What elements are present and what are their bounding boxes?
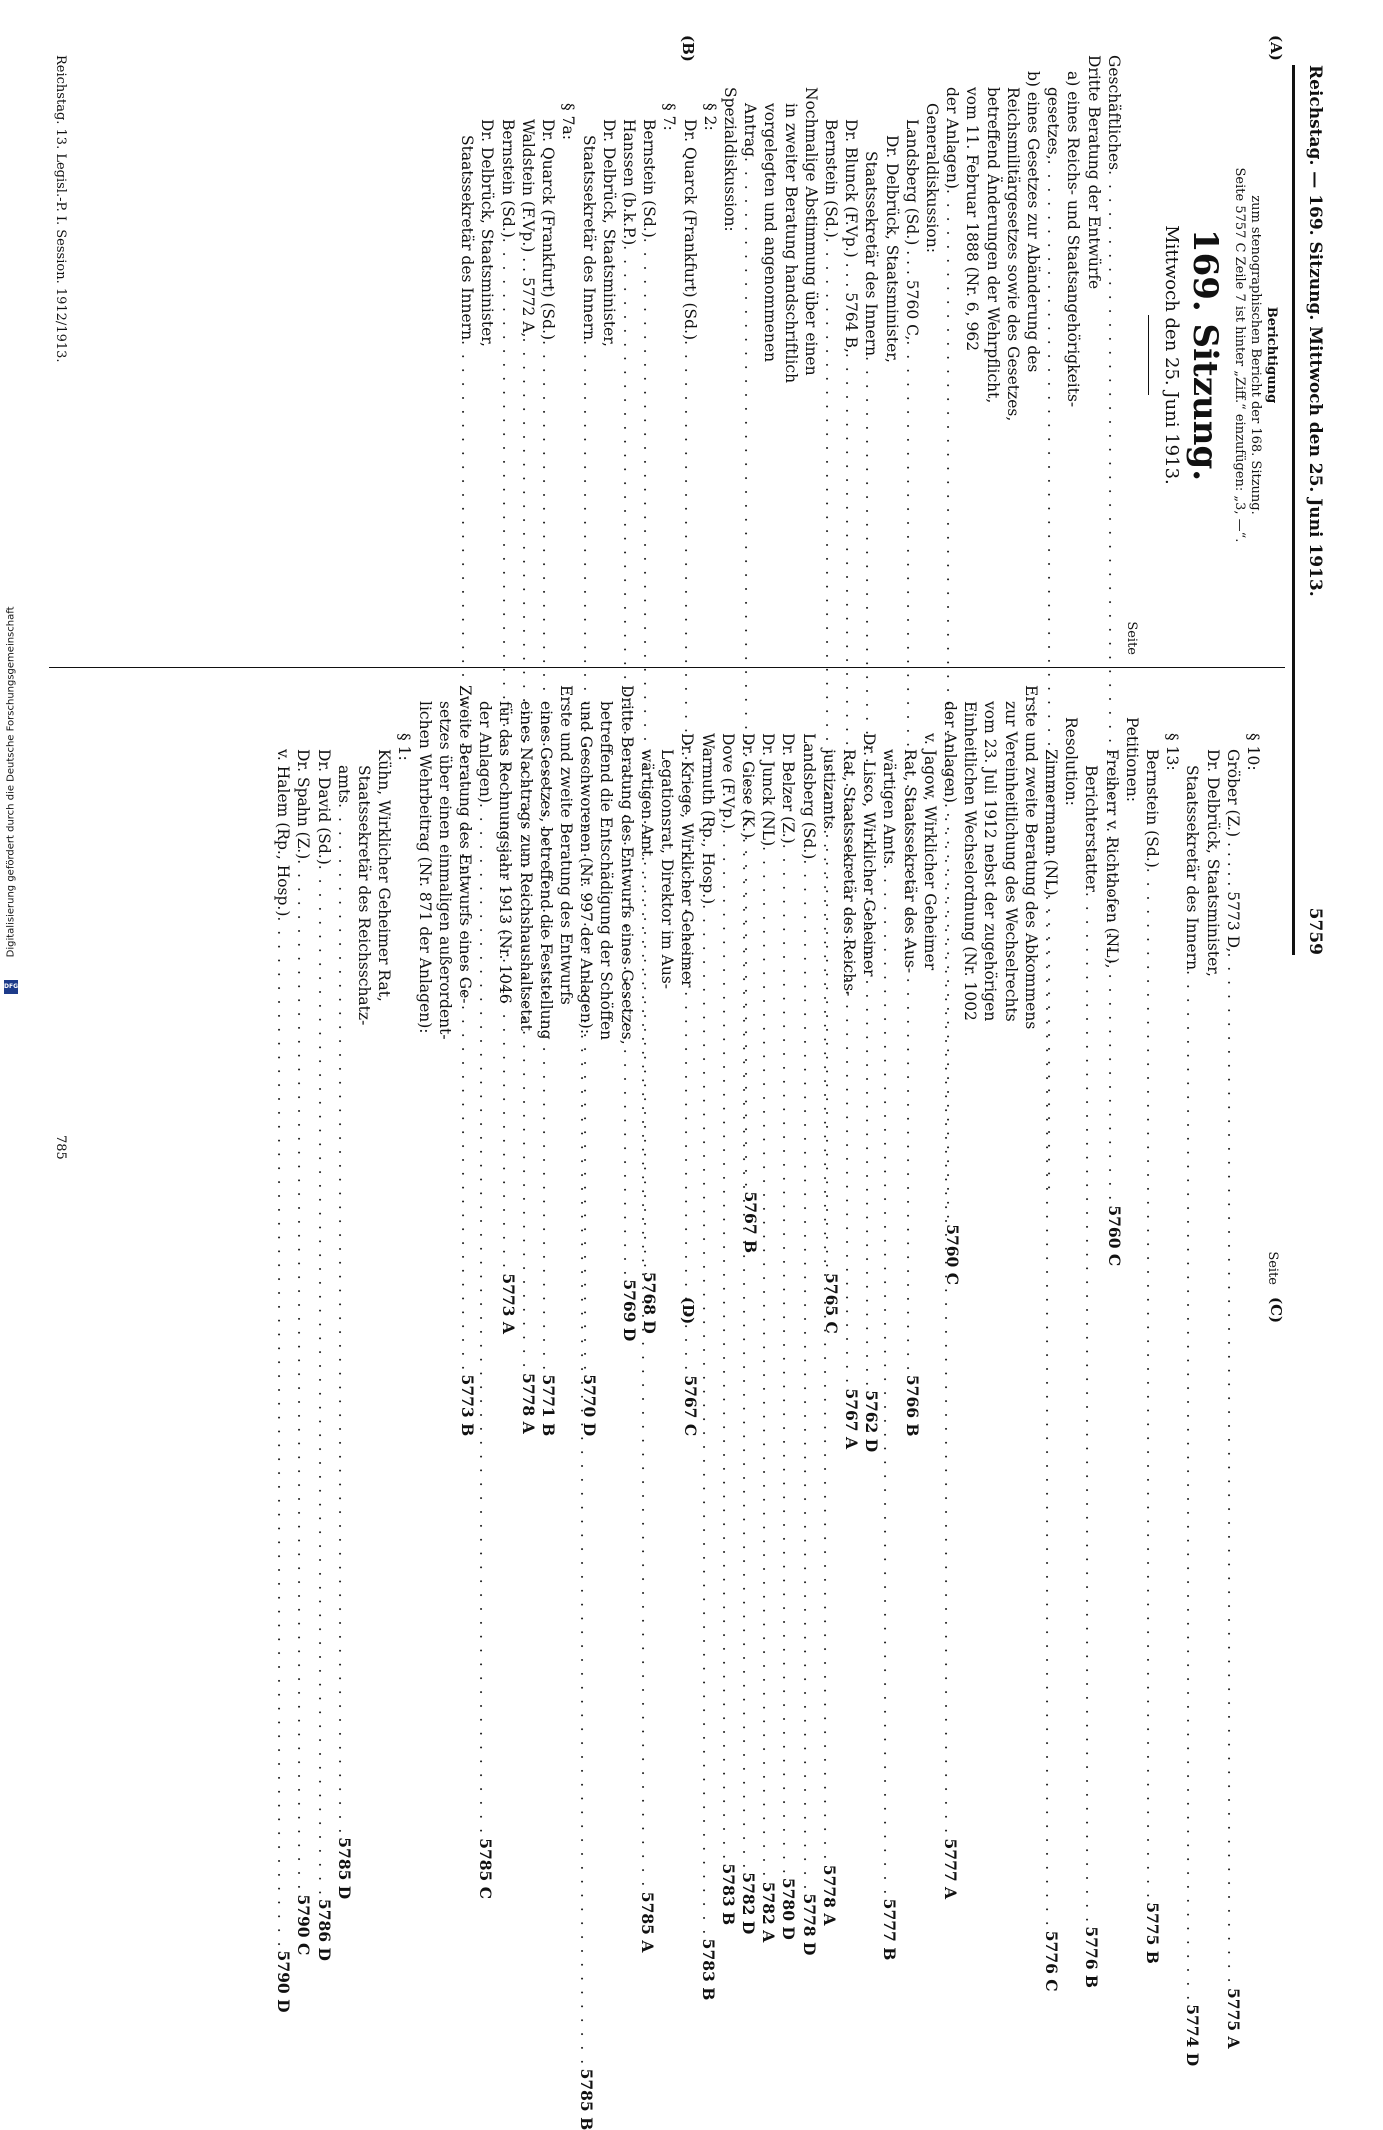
toc-page-ref: 5771 B <box>538 1374 558 1437</box>
toc-entry-text: und Geschworenen (Nr. 997 der Anlagen): <box>576 701 595 1035</box>
toc-entry <box>1042 55 1062 655</box>
toc-page-ref: 5768 D <box>639 1271 659 1334</box>
toc-text-line: a) eines Reichs- und Staatsangehörigkeits- <box>1063 71 1082 408</box>
toc-page-ref: 5782 A <box>758 1881 778 1943</box>
toc-page-ref: 5760 C <box>942 1224 962 1286</box>
toc-page-ref: 5785 D <box>334 1837 354 1900</box>
toc-entry-text: v. Halem (Rp., Hosp.) <box>273 749 292 917</box>
leader-dots <box>1182 970 1202 2002</box>
toc-text-line: Dr. Delbrück, Staatsminister, <box>599 119 618 347</box>
toc-text-line: § 10: <box>1243 733 1262 771</box>
toc-text-line: Dr. Delbrück, Staatsminister, <box>478 119 496 347</box>
toc-entry-text: wärtigen Amt <box>637 749 656 857</box>
leader-dots <box>1222 952 1242 1984</box>
footer-legislature: Reichstag. 13. Legisl.-P. I. Session. 1912/1913. <box>52 55 68 363</box>
toc-text-line: zur Vereinheitlichung des Wechselrechts <box>1001 701 1020 1022</box>
toc-entry <box>1182 685 1202 2067</box>
toc-entry-text: Berichterstatter <box>1081 765 1100 892</box>
toc-page-ref: 5766 B <box>902 1374 922 1437</box>
toc-entry <box>697 685 718 2001</box>
leader-dots <box>273 916 293 1948</box>
toc-text-line: Legationsrat, Direktor im Aus- <box>657 749 676 990</box>
toc-page-ref: 5777 A <box>940 1838 960 1900</box>
toc-text-line: vom 23. Juli 1912 nebst der zugehörigen <box>980 701 999 1022</box>
toc-entry <box>737 685 760 1935</box>
toc-text-line: Dritte Beratung der Entwürfe <box>1084 55 1103 290</box>
toc-text-line: b) eines Gesetzes zur Abänderung des <box>1023 71 1042 373</box>
toc-entry-text: Staatssekretär des Innern <box>457 135 476 341</box>
session-date: Mittwoch den 25. Juni 1913. <box>1160 225 1182 485</box>
footer-sheet-number: 785 <box>52 1135 68 1160</box>
toc-page-ref: 5783 B <box>698 1938 718 2001</box>
toc-entry-text: Dr. David (Sd.) <box>314 749 333 865</box>
toc-page-ref: 5778 A <box>819 1864 839 1926</box>
toc-entry-text: Staatssekretär des Innern <box>579 135 598 341</box>
toc-entry-text: Dr. Junck (NL) <box>758 733 777 847</box>
toc-text-line: Zweite Beratung des Entwurfs eines Ge- <box>455 685 474 1004</box>
toc-entry-text: Landsberg (Sd.) <box>799 733 818 860</box>
toc-text-line: § 7: <box>659 103 678 131</box>
leader-dots <box>879 864 899 1896</box>
seite-label: Seite <box>1123 621 1139 655</box>
toc-entry-text: Dr. Spahn (Z.) <box>293 749 312 860</box>
digitization-strip <box>4 606 18 996</box>
toc-text-line: § 13: <box>1162 733 1181 771</box>
dfg-logo: DFG <box>4 980 18 994</box>
toc-entry-text: Zimmermann (NL) <box>1041 749 1060 896</box>
toc-text-line: betreffend die Entschädigung der Schöffen <box>597 701 615 1041</box>
toc-text-line: Petitionen: <box>1122 717 1141 802</box>
leader-dots <box>717 829 737 1861</box>
toc-text-line: für das Rechnungsjahr 1913 (Nr. 1046 <box>495 701 514 1004</box>
toc-text-line: eines Nachtrags zum Reichshaushaltsetat <box>516 701 535 1031</box>
margin-mark-c: (C) <box>1266 1297 1285 1324</box>
toc-page-ref: 5770 D <box>579 1374 599 1437</box>
toc-page-ref: 5785 B <box>576 2068 596 2130</box>
toc-entry-text: amts <box>334 765 353 804</box>
running-header <box>1293 65 1333 955</box>
toc-page-ref: 5786 D <box>314 1898 334 1961</box>
toc-page-ref: 5767 B <box>740 1191 760 1254</box>
toc-page-ref: 5767 A <box>841 1388 861 1450</box>
toc-text-line: Einheitlichen Wechselordnung (Nr. 1002 <box>960 701 979 1021</box>
toc-text-line: v. Jagow, Wirklicher Geheimer <box>920 733 939 971</box>
header-title: Reichstag. — 169. Sitzung. Mittwoch den 25. Juni 1913. <box>1304 65 1325 597</box>
leader-dots <box>293 859 313 1891</box>
leader-dots <box>939 803 962 1835</box>
toc-entry <box>293 685 313 1956</box>
toc-text-line: eines Gesetzes, betreffend die Feststellung <box>536 701 555 1040</box>
toc-entry <box>717 685 738 1926</box>
toc-text-line: Dritte Beratung des Entwurfs eines Gesetzes, <box>617 685 636 1045</box>
toc-entry-text: Staatssekretär des Innern <box>861 151 880 357</box>
leader-dots <box>818 829 841 1861</box>
toc-text-line: Rat, Staatssekretär des Reichs- <box>839 749 858 997</box>
toc-page-ref: 5785 A <box>637 1891 657 1953</box>
toc-text-line: Rat, Staatssekretär des Aus- <box>900 749 919 974</box>
toc-text-line: vorgelegten und angenommenen <box>760 103 779 363</box>
toc-page-ref: 5785 C <box>475 1838 495 1900</box>
toc-text-line: § 7a: <box>558 103 577 141</box>
toc-entry-text: Landsberg (Sd.) . . . 5760 C, <box>902 119 921 341</box>
toc-text-line: Dr. Kriege, Wirklicher Geheimer <box>677 733 696 988</box>
toc-page-ref: 5782 D <box>738 1872 758 1935</box>
toc-text-line: Resolution: <box>1061 717 1080 806</box>
toc-entry-text: Dove (F.Vp.) <box>718 733 737 830</box>
toc-entry-text: Bernstein (Sd.) <box>498 119 517 238</box>
toc-entry-text: Dr. Quarck (Frankfurt) (Sd.) <box>680 119 699 341</box>
berichtigung-title: Berichtigung <box>1263 306 1279 404</box>
toc-entry <box>1141 685 1162 1964</box>
toc-entry-text: Dr. Giese (K.) <box>738 733 757 839</box>
toc-text-line: betreffend Änderungen der Wehrpflicht, <box>983 87 1002 404</box>
toc-text-line: Freiherr v. Richthofen (NL), <box>1102 749 1121 969</box>
toc-entry-text: justizamts <box>819 749 838 830</box>
toc-entry <box>1222 685 1243 2049</box>
header-rule <box>1292 65 1295 955</box>
toc-text-line: vom 11. Februar 1888 (Nr. 6, 962 <box>962 87 981 352</box>
title-rule <box>1147 315 1148 395</box>
session-title: 169. Sitzung. <box>1184 228 1225 482</box>
toc-entry-text: Staatssekretär des Innern <box>1182 765 1201 971</box>
toc-page-ref: 5790 D <box>273 1950 293 2013</box>
toc-page-ref: 5776 C <box>1041 1930 1061 1992</box>
toc-page-ref: 5780 D <box>778 1877 798 1940</box>
margin-mark-b: (B) <box>678 35 697 62</box>
toc-page-ref: 5790 C <box>293 1894 313 1956</box>
toc-entry-text: Bernstein (Sd.) <box>1142 749 1161 868</box>
toc-entry <box>313 685 334 1961</box>
toc-entry-text: Dr. Quarck (Frankfurt) (Sd.) <box>538 119 557 341</box>
toc-entry <box>1040 685 1061 1992</box>
toc-text-line: Dr. Lisco, Wirklicher Geheimer <box>859 733 878 977</box>
toc-page-ref: 5777 B <box>879 1898 899 1961</box>
toc-text-line: Reichsmilitärgesetzes sowie des Gesetzes, <box>1003 87 1022 422</box>
toc-entry-text: Bernstein (Sd.) <box>821 119 840 238</box>
toc-page-ref: 5774 D <box>1182 2004 1202 2067</box>
seite-label-right: Seite <box>1264 1251 1280 1285</box>
column-rule <box>49 667 1285 668</box>
toc-page-ref: 5773 A <box>498 1273 518 1334</box>
leader-dots <box>737 838 760 1870</box>
toc-entry <box>273 685 293 2013</box>
toc-entry-text: Antrag <box>740 103 759 157</box>
toc-entry-text: der Anlagen) <box>942 87 961 189</box>
toc-page-ref: 5769 D <box>619 1279 639 1342</box>
leader-dots <box>1081 892 1101 1924</box>
toc-text-line: Erste und zweite Beratung des Abkommens <box>1021 685 1040 1030</box>
toc-text-line: Staatssekretär des Reichsschatz- <box>354 765 373 1026</box>
leader-dots <box>576 1034 599 2066</box>
toc-page-ref: 5767 C <box>680 1375 700 1437</box>
leader-dots <box>636 856 659 1888</box>
toc-entry <box>757 685 778 1943</box>
toc-entry <box>778 685 798 1940</box>
toc-entry-text: Hanssen (b.k.P.) <box>619 119 638 246</box>
toc-entry-text: Gröber (Z.) . . . . . 5773 D, <box>1223 749 1242 953</box>
toc-text-line: Dr. Delbrück, Staatsminister, <box>882 135 901 363</box>
toc-page-ref: 5776 B <box>1081 1926 1101 1988</box>
toc-entry <box>939 685 962 1900</box>
toc-text-line: Spezialdiskussion: <box>720 87 739 232</box>
toc-entry-text: der Anlagen) <box>475 701 494 803</box>
margin-mark-d: (D) <box>678 1297 697 1325</box>
toc-text-line: Dr. Delbrück, Staatsminister, <box>1203 749 1222 977</box>
toc-text-line: in zweiter Beratung handschriftlich <box>781 103 800 384</box>
toc-text-line: Erste und zweite Beratung des Entwurfs <box>556 685 575 1005</box>
toc-entry-text: Warmuth (Rp., Hosp.) <box>698 733 717 905</box>
toc-entry-text: gesetzes, <box>1043 87 1062 160</box>
berichtigung-line2: Seite 5757 C Zeile 7 ist hinter „Ziff.“ einzufügen: „3, —“. <box>1231 167 1247 543</box>
leader-dots <box>778 844 798 1876</box>
toc-entry <box>475 685 495 1900</box>
toc-page-ref: 5765 C <box>821 1273 841 1334</box>
toc-page-ref: 5775 A <box>1223 1988 1243 2049</box>
leader-dots <box>757 846 777 1878</box>
toc-entry <box>798 685 819 1956</box>
toc-entry-text: Waldstein (F.Vp.) . . 5772 A, <box>518 119 537 338</box>
berichtigung-line1: zum stenographischen Bericht der 168. Sitzung. <box>1247 195 1263 515</box>
leader-dots <box>333 803 353 1835</box>
toc-page-ref: 5778 D <box>799 1893 819 1956</box>
digitization-notice: Digitalisierung gefördert durch die Deutsche Forschungsgemeinschaft <box>5 606 17 958</box>
toc-entry-text: Bernstein (Sd.) <box>639 119 658 238</box>
toc-text-line: Nochmalige Abstimmung über einen <box>801 87 820 376</box>
toc-text-line: setzes über einen einmaligen außerordent- <box>435 701 454 1040</box>
toc-text-line: § 1: <box>394 733 413 761</box>
toc-entry-text: Geschäftliches <box>1104 55 1123 171</box>
document-page <box>47 35 1337 2130</box>
toc-entry-text: Dr. Blunck (F.Vp.) . . . 5764 B, <box>841 119 860 353</box>
toc-page-ref: 5783 B <box>718 1863 738 1926</box>
toc-text-line: Generaldiskussion: <box>922 103 941 253</box>
leader-dots <box>798 859 818 1891</box>
toc-page-ref: 5760 C <box>1104 1205 1124 1267</box>
toc-entry <box>879 685 899 1961</box>
toc-entry-text: wärtigen Amts <box>879 749 898 865</box>
toc-text-line: § 2: <box>700 103 719 131</box>
toc-text-line: Kühn, Wirklicher Geheimer Rat, <box>374 749 393 1002</box>
leader-dots <box>313 865 333 1897</box>
toc-text-line: lichen Wehrbeitrag (Nr. 871 der Anlagen): <box>415 701 434 1034</box>
toc-page-ref: 5773 B <box>457 1374 477 1437</box>
page-number: 5759 <box>1304 907 1325 955</box>
leader-dots <box>1040 896 1060 1928</box>
toc-entry-text: der Anlagen) <box>940 701 959 803</box>
toc-page-ref: 5762 D <box>861 1390 881 1453</box>
toc-entry <box>1081 685 1101 1988</box>
toc-entry <box>941 55 962 1286</box>
leader-dots <box>1141 868 1161 1900</box>
toc-page-ref: 5775 B <box>1142 1902 1162 1964</box>
toc-entry-text: Dr. Belzer (Z.) <box>778 733 797 844</box>
leader-dots <box>475 803 495 1835</box>
toc-page-ref: 5778 A <box>518 1373 538 1434</box>
toc-entry <box>333 685 354 1900</box>
leader-dots <box>697 904 717 1936</box>
margin-mark-a: (A) <box>1266 35 1285 61</box>
